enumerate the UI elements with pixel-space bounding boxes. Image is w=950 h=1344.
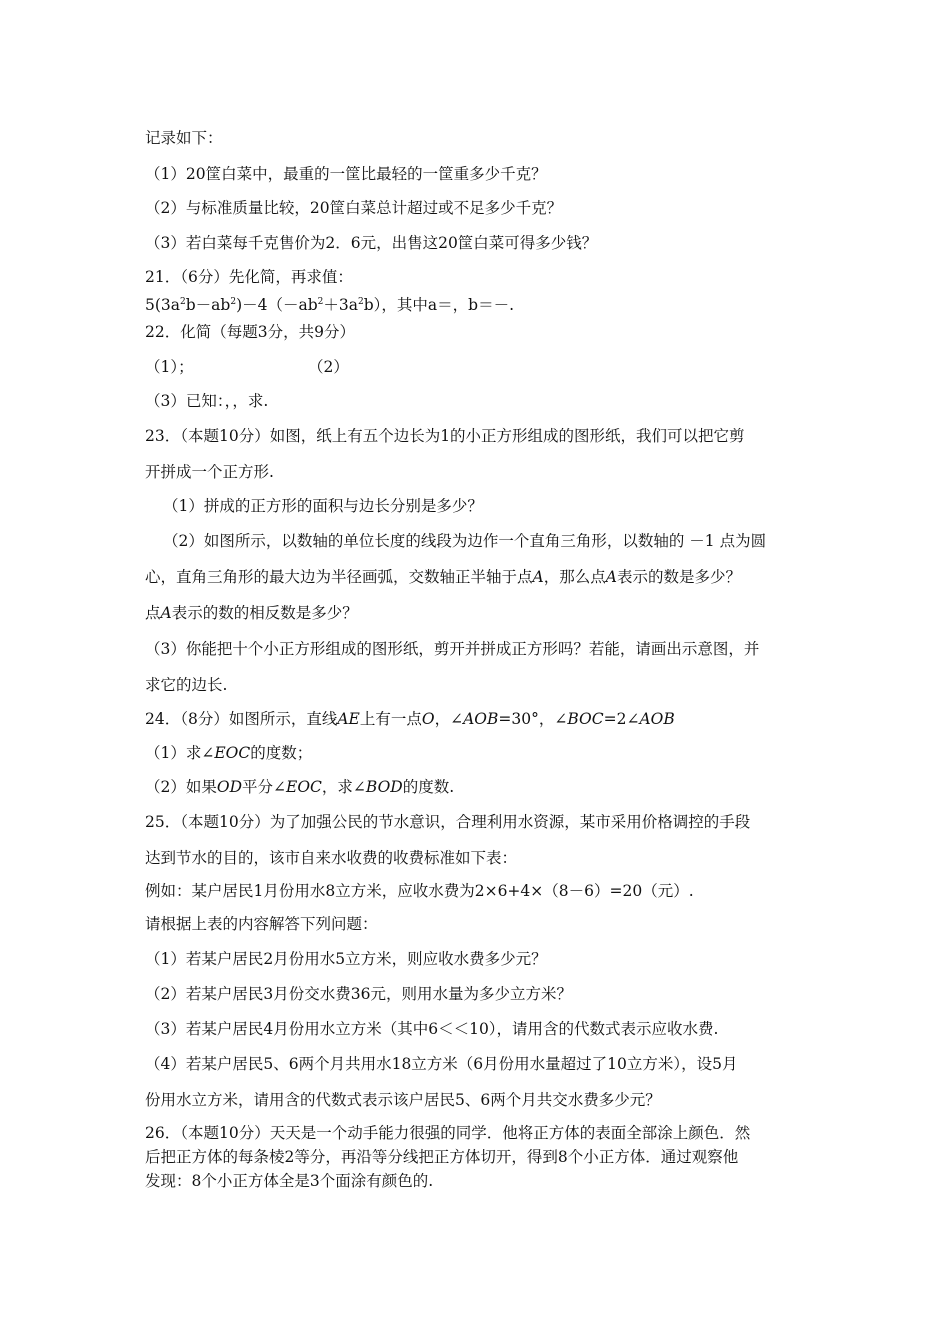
- variable: A: [605, 568, 617, 586]
- variable: BOC: [567, 710, 604, 728]
- expr-part: ＋3a: [323, 296, 358, 314]
- text-run: ，那么点: [543, 568, 606, 586]
- question-20-part-3: （3）若白菜每千克售价为2．6元，出售这20筐白菜可得多少钱？: [145, 234, 598, 252]
- question-23-heading: 23．（本题10分）如图，纸上有五个边长为1的小正方形组成的图形纸，我们可以把它剪: [145, 427, 745, 445]
- question-24-heading: [145, 707, 675, 729]
- text-run: （2）如果: [145, 778, 217, 796]
- question-25-part-4: （4）若某户居民5、6两个月共用水18立方米（6月份用水量超过了10立方米），设5月: [145, 1055, 738, 1073]
- text-line: [145, 565, 741, 587]
- text-line: 例如：某户居民1月份用水8立方米，应收水费为2×6+4×（8－6）=20（元）.: [145, 882, 694, 900]
- text-run: 的度数.: [402, 778, 455, 796]
- question-23-part-1: （1）拼成的正方形的面积与边长分别是多少？: [163, 497, 483, 515]
- text-run: =30°，∠: [498, 710, 568, 728]
- question-21-heading: 21．（6分）先化简，再求值：: [145, 268, 353, 286]
- variable: EOC: [286, 778, 322, 796]
- text-line: 记录如下：: [145, 129, 223, 147]
- variable: AE: [337, 710, 360, 728]
- text-run: 表示的数是多少？: [616, 568, 741, 586]
- question-23-part-2: （2）如图所示，以数轴的单位长度的线段为边作一个直角三角形，以数轴的 －1 点为圆: [163, 532, 767, 550]
- expr-part: 5(3a: [145, 296, 181, 314]
- question-26-heading: 26．（本题10分）天天是一个动手能力很强的同学．他将正方体的表面全部涂上颜色．然: [145, 1124, 751, 1142]
- exponent: 2: [230, 297, 237, 307]
- text-run: 24．（8分）如图所示，直线: [145, 710, 338, 728]
- question-25-heading: 25．（本题10分）为了加强公民的节水意识，合理利用水资源，某市采用价格调控的手段: [145, 813, 751, 831]
- exponent: 2: [317, 297, 324, 307]
- exponent: 2: [358, 297, 364, 307]
- question-25-part-2: （2）若某户居民3月份交水费36元，则用水量为多少立方米？: [145, 985, 572, 1003]
- variable: A: [532, 568, 544, 586]
- expr-part: )－4（－ab: [236, 296, 318, 314]
- question-20-part-1: （1）20筐白菜中，最重的一筐比最轻的一筐重多少千克？: [145, 165, 547, 183]
- variable: AOB: [639, 710, 675, 728]
- question-22-part-1: （1）；: [145, 358, 194, 376]
- question-20-part-2: （2）与标准质量比较，20筐白菜总计超过或不足多少千克？: [145, 199, 563, 217]
- variable: A: [160, 604, 172, 622]
- question-25-part-3: （3）若某户居民4月份用水立方米（其中6＜＜10），请用含的代数式表示应收水费.: [145, 1020, 719, 1038]
- variable: EOC: [214, 744, 251, 762]
- text-line: 开拼成一个正方形.: [145, 463, 274, 481]
- text-run: 上有一点: [359, 710, 422, 728]
- expr-part: b－ab: [185, 296, 231, 314]
- text-line: 发现：8个小正方体全是3个面涂有颜色的.: [145, 1172, 434, 1190]
- text-run: 平分∠: [242, 778, 287, 796]
- question-22-part-2: （2）: [308, 358, 349, 376]
- expr-part: b），其中a＝，b＝－.: [363, 296, 514, 314]
- text-run: 心，直角三角形的最大边为半径画弧，交数轴正半轴于点: [145, 568, 533, 586]
- text-line: 达到节水的目的，该市自来水收费的收费标准如下表：: [145, 849, 518, 867]
- text-run: （1）求∠: [145, 744, 215, 762]
- question-21-expression: [145, 293, 514, 315]
- variable: BOD: [365, 778, 403, 796]
- text-run: ，求∠: [321, 778, 366, 796]
- variable: O: [421, 710, 435, 728]
- exponent: 2: [180, 297, 186, 307]
- question-22-part-3: （3）已知：，，求.: [145, 392, 269, 410]
- text-line: 份用水立方米，请用含的代数式表示该户居民5、6两个月共交水费多少元？: [145, 1091, 661, 1109]
- text-run: 点: [145, 604, 161, 622]
- question-22-heading: 22．化简（每题3分，共9分）: [145, 323, 355, 341]
- question-24-part-2: [145, 775, 454, 797]
- text-line: [145, 601, 358, 623]
- text-run: =2∠: [603, 710, 640, 728]
- text-run: ，∠: [434, 710, 464, 728]
- text-run: 的度数；: [250, 744, 313, 762]
- text-line: 请根据上表的内容解答下列问题：: [145, 915, 378, 933]
- question-25-part-1: （1）若某户居民2月份用水5立方米，则应收水费多少元？: [145, 950, 547, 968]
- text-run: 表示的数的相反数是多少？: [171, 604, 358, 622]
- text-line: 求它的边长.: [145, 676, 228, 694]
- variable: OD: [216, 778, 243, 796]
- question-23-part-3: （3）你能把十个小正方形组成的图形纸，剪开并拼成正方形吗？若能，请画出示意图，并: [145, 640, 760, 658]
- variable: AOB: [463, 710, 499, 728]
- text-line: 后把正方体的每条棱2等分，再沿等分线把正方体切开，得到8个小正方体．通过观察他: [145, 1148, 739, 1166]
- question-24-part-1: [145, 741, 312, 763]
